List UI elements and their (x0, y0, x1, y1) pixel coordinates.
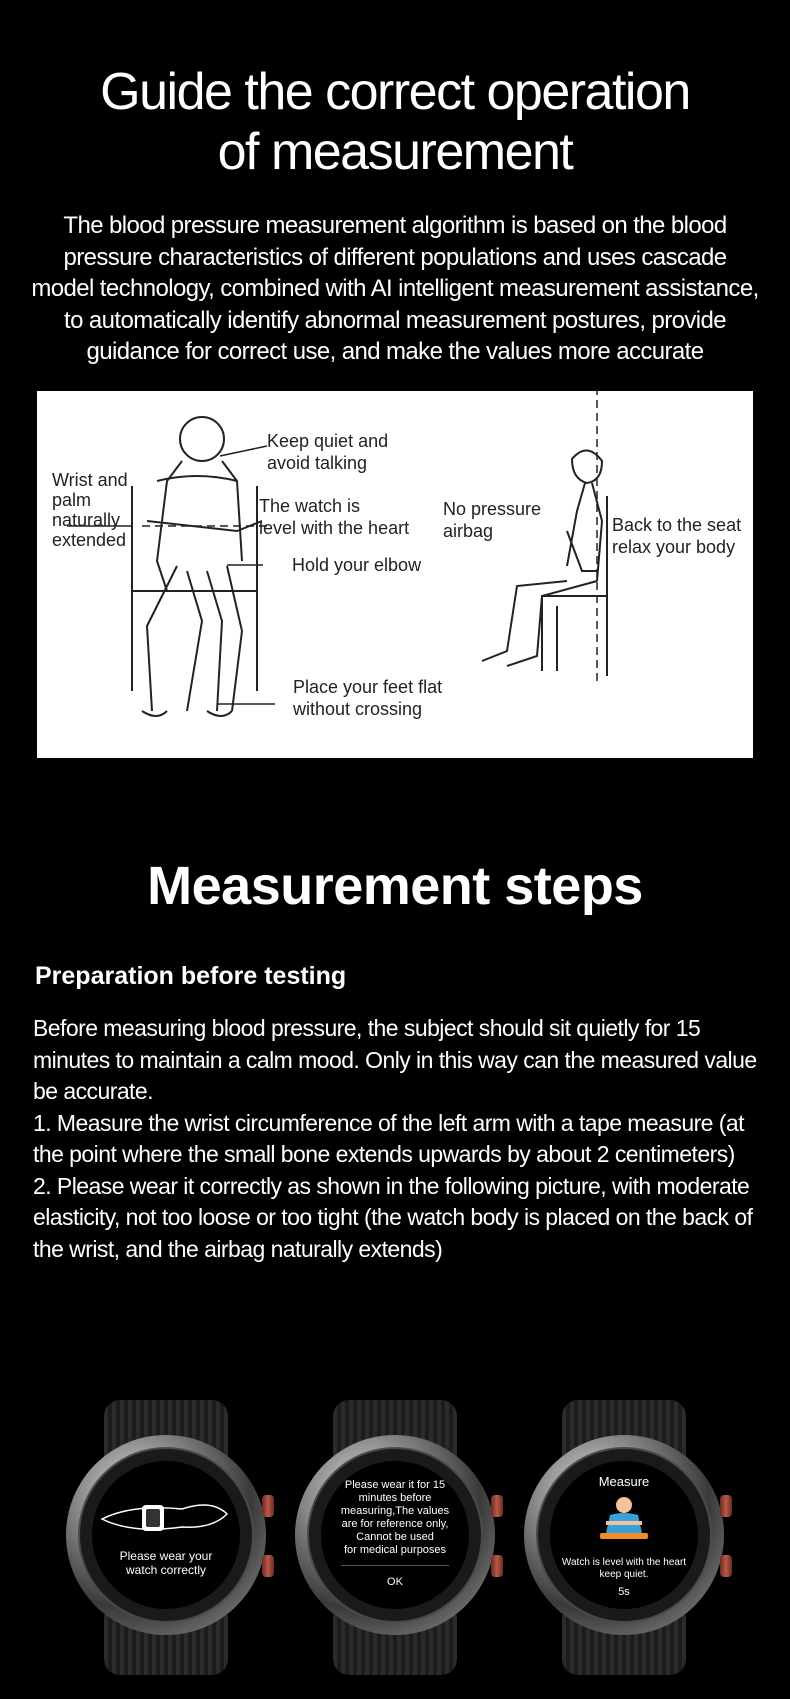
watch-bezel (524, 1435, 724, 1635)
steps-paragraph: 2. Please wear it correctly as shown in the following picture, with moderate elasticity, not too loose or too tight (the watch body is placed on the back of the wrist, and the airbag naturally extends) (33, 1172, 753, 1262)
crown-button[interactable] (491, 1495, 503, 1517)
label-airbag-1: No pressure (443, 499, 542, 519)
label-wrist-3: naturally (52, 510, 121, 530)
crown-button[interactable] (720, 1495, 732, 1517)
label-feet-1: Place your feet flat (293, 677, 443, 697)
disclaimer-line: minutes before (358, 1492, 432, 1504)
crown-button[interactable] (720, 1555, 732, 1577)
measure-instruction-1: Watch is level with the heart (561, 1557, 687, 1568)
measure-title: Measure (598, 1474, 650, 1489)
watch-screen (550, 1461, 698, 1609)
label-feet-2: without crossing (293, 699, 423, 719)
measure-instruction-2: keep quiet. (599, 1569, 649, 1580)
disclaimer-line: are for reference only, (341, 1518, 449, 1530)
steps-subtitle: Preparation before testing (35, 962, 347, 990)
illustration-labels (52, 431, 741, 719)
side-seated-figure (482, 450, 607, 676)
label-watch-level-1: The watch is (259, 496, 361, 516)
intro-paragraph: The blood pressure measurement algorithm is based on the blood pressure characteristics of different populations and uses cascade model technology, combined with AI intelligent measurement assistance, to automatically identify abnormal measurement postures, provide guidance for correct use, and make the values more accurate (31, 212, 759, 365)
steps-body (33, 1013, 768, 1265)
front-seated-figure (132, 417, 262, 716)
steps-title: Measurement steps (147, 856, 643, 916)
label-keep-quiet-1: Keep quiet and (267, 431, 389, 451)
label-wrist-4: extended (52, 530, 127, 550)
watch-screen (92, 1461, 240, 1609)
disclaimer-line: Please wear it for 15 (344, 1479, 446, 1491)
watch-screen (321, 1461, 469, 1609)
label-back-1: Back to the seat (612, 515, 742, 535)
label-keep-quiet-2: avoid talking (267, 453, 368, 473)
watch-gallery (0, 1400, 790, 1680)
wear-instruction-1: Please wear your (119, 1549, 213, 1563)
crown-button[interactable] (262, 1555, 274, 1577)
steps-paragraph: 1. Measure the wrist circumference of the left arm with a tape measure (at the point where the small bone extends upwards by about 2 centimeters) (33, 1109, 744, 1167)
crown-button[interactable] (491, 1555, 503, 1577)
page-title: Guide the correct operation of measurement (100, 63, 690, 181)
watch-1 (66, 1400, 266, 1675)
label-watch-level-2: level with the heart (259, 518, 410, 538)
watch-2 (295, 1400, 495, 1675)
watch-bezel (295, 1435, 495, 1635)
label-airbag-2: airbag (443, 521, 494, 541)
disclaimer-line: for medical purposes (343, 1544, 447, 1556)
wrist-watch-icon (92, 1489, 240, 1549)
measure-timer: 5s (618, 1586, 630, 1598)
wear-instruction-2: watch correctly (125, 1563, 207, 1577)
posture-illustration (37, 391, 753, 758)
seated-person-icon (550, 1493, 698, 1549)
label-wrist-1: Wrist and (52, 470, 128, 490)
steps-paragraph: Before measuring blood pressure, the subject should sit quietly for 15 minutes to maintain a calm mood. Only in this way can the measured value be accurate. (33, 1015, 757, 1104)
label-back-2: relax your body (612, 537, 736, 557)
crown-button[interactable] (262, 1495, 274, 1517)
ok-button[interactable]: OK (387, 1576, 403, 1588)
disclaimer-line: Cannot be used (356, 1531, 434, 1543)
disclaimer-line: measuring,The values (340, 1505, 450, 1517)
label-wrist-2: palm (52, 490, 92, 510)
watch-bezel (66, 1435, 266, 1635)
label-elbow: Hold your elbow (292, 555, 422, 575)
watch-3 (524, 1400, 724, 1675)
